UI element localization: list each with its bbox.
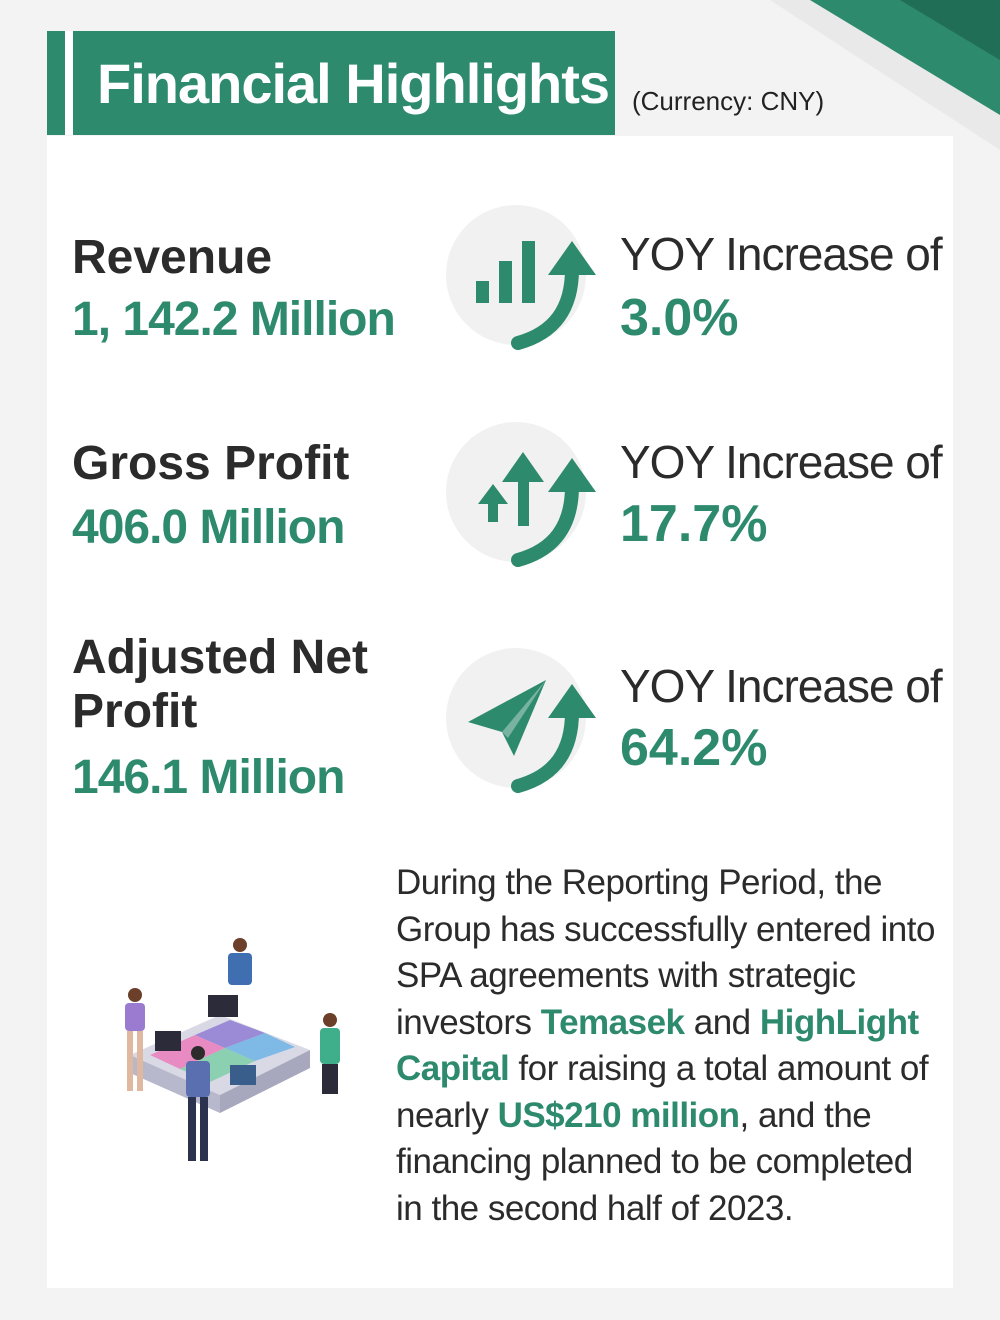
adjusted-net-profit-value: 146.1 Million	[72, 751, 345, 804]
corner-decoration	[750, 0, 1000, 150]
gross-profit-value: 406.0 Million	[72, 501, 345, 554]
revenue-title: Revenue	[72, 231, 273, 284]
bar-chart-growth-icon	[446, 205, 606, 355]
summary-highlight-highlight-capital: HighLight Capital	[396, 1002, 919, 1088]
summary-text-4: , and the financing planned to be completed in the second half of 2023.	[396, 1095, 913, 1228]
summary-text-2: and	[684, 1002, 760, 1042]
up-arrows-growth-icon	[446, 422, 606, 572]
revenue-value: 1, 142.2 Million	[72, 293, 395, 346]
revenue-yoy-label: YOY Increase of	[620, 228, 942, 280]
gross-profit-title: Gross Profit	[72, 437, 350, 490]
adjusted-net-profit-title-line2: Profit	[72, 685, 198, 738]
adjusted-net-profit-title-line1: Adjusted Net	[72, 631, 369, 684]
gross-profit-yoy-label: YOY Increase of	[620, 436, 942, 488]
title-accent-gap	[65, 31, 73, 135]
adjusted-net-profit-yoy-value: 64.2%	[620, 719, 768, 777]
gross-profit-yoy-value: 17.7%	[620, 495, 768, 553]
team-puzzle-illustration	[100, 935, 350, 1175]
page-title-text: Financial Highlights	[97, 51, 610, 115]
revenue-yoy-value: 3.0%	[620, 289, 739, 347]
summary-highlight-amount: US$210 million	[497, 1095, 740, 1135]
currency-note: (Currency: CNY)	[632, 86, 825, 116]
summary-text-3: for raising a total amount of nearly	[396, 1049, 929, 1135]
summary-highlight-temasek: Temasek	[540, 1002, 685, 1042]
summary-paragraph	[396, 860, 941, 1232]
title-accent-bar	[47, 31, 65, 135]
page-title	[73, 31, 615, 135]
paper-plane-growth-icon	[446, 648, 606, 798]
summary-text-1: During the Reporting Period, the Group has successfully entered into SPA agreements with strategic investors	[396, 863, 935, 1042]
adjusted-net-profit-yoy-label: YOY Increase of	[620, 660, 942, 712]
